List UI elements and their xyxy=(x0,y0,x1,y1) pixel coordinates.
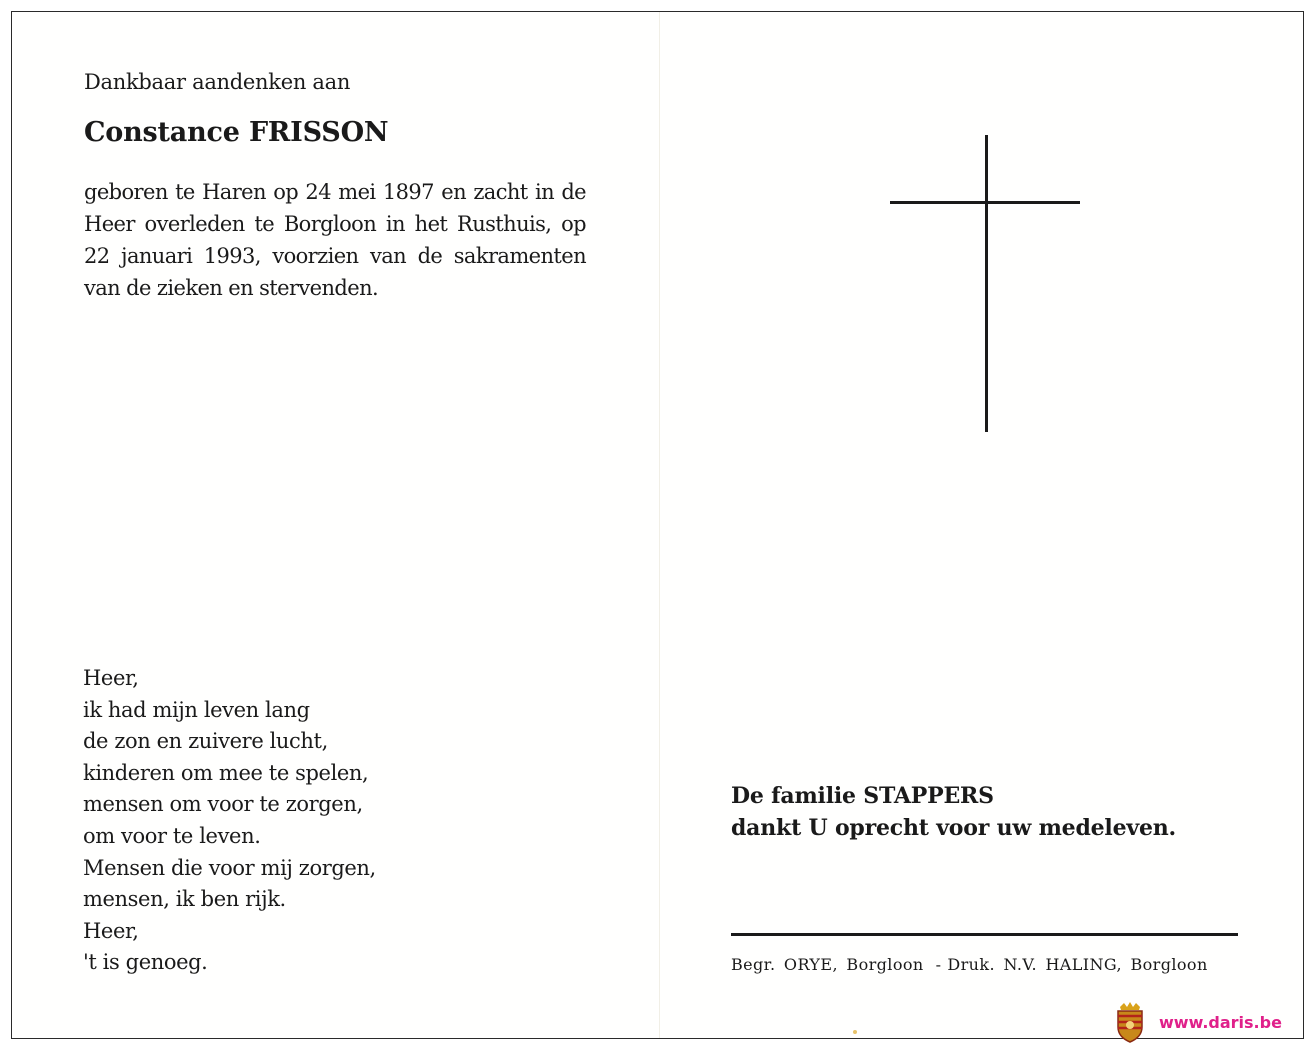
poem-line: mensen, ik ben rijk. xyxy=(83,887,286,912)
thanks-message-line: dankt U oprecht voor uw medeleven. xyxy=(731,815,1177,841)
biography-text: geboren te Haren op 24 mei 1897 en zacht in de Heer overleden te Borgloon in het Rusthuis, op 22 januari 1993, voorzien van de sakramenten van de zieken en stervenden. xyxy=(84,180,586,300)
intro-text: Dankbaar aandenken aan xyxy=(84,70,351,94)
coat-of-arms-icon xyxy=(1113,1001,1147,1043)
thanks-family-line: De familie STAPPERS xyxy=(731,783,994,809)
prayer-poem xyxy=(83,663,376,979)
deceased-name: Constance FRISSON xyxy=(84,117,389,148)
cross-icon xyxy=(985,135,988,432)
family-thanks xyxy=(731,780,1176,844)
printer-credit: Druk. N.V. HALING, Borgloon xyxy=(947,955,1208,974)
website-link[interactable]: www.daris.be xyxy=(1159,1012,1282,1032)
poem-line: om voor te leven. xyxy=(83,823,261,848)
divider-rule xyxy=(731,933,1238,936)
poem-line: mensen om voor te zorgen, xyxy=(83,792,363,817)
poem-line: Heer, xyxy=(83,918,139,943)
poem-line: 't is genoeg. xyxy=(83,950,208,975)
printer-credits xyxy=(731,955,1208,974)
card-fold-line xyxy=(659,12,660,1038)
credit-separator: - xyxy=(935,955,942,974)
poem-line: kinderen om mee te spelen, xyxy=(83,760,369,785)
cross-icon-beam xyxy=(890,201,1080,204)
paper-speck xyxy=(853,1030,857,1034)
poem-line: ik had mijn leven lang xyxy=(83,697,310,722)
poem-line: de zon en zuivere lucht, xyxy=(83,729,328,754)
undertaker-credit: Begr. ORYE, Borgloon xyxy=(731,955,924,974)
watermark xyxy=(1113,1000,1282,1044)
poem-line: Heer, xyxy=(83,666,139,690)
poem-line: Mensen die voor mij zorgen, xyxy=(83,855,376,880)
